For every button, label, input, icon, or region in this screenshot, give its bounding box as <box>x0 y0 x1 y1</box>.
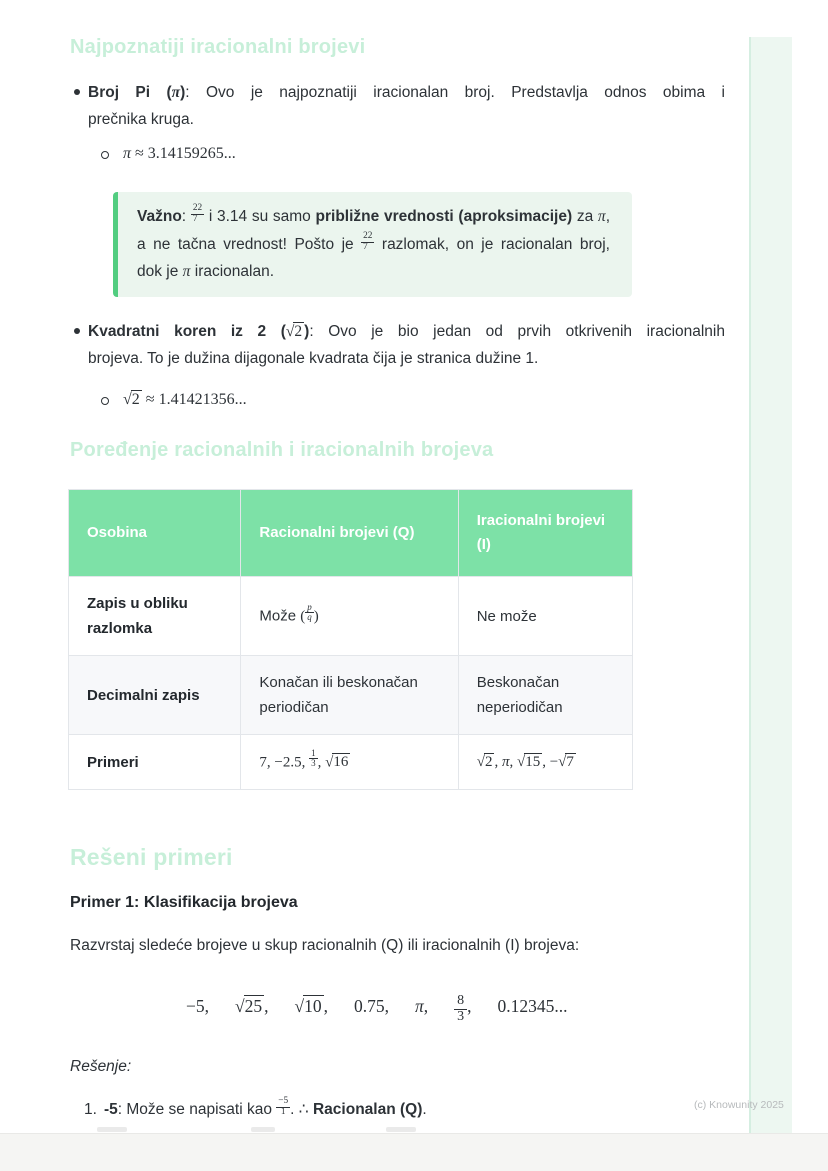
subbullet-pi-value <box>101 142 236 166</box>
bullet-dot-icon <box>74 328 80 334</box>
comparison-table-wrap <box>68 489 633 790</box>
list-item-number: 1. <box>84 1101 97 1118</box>
row-label: Zapis u obliku razlomka <box>69 577 241 656</box>
bullet-kvadratni-koren-text: Kvadratni koren iz 2 (√2 ): Ovo je bio jedan od prvih otkrivenih iracionalnih brojeva. To je dužina dijagonale kvadrata čija je stranica dužine 1. <box>88 323 725 367</box>
list-item-1 <box>84 1096 427 1123</box>
cell-irrational: Beskonačan neperiodičan <box>458 656 632 735</box>
knowunity-watermark: (c) Knowunity 2025 <box>694 1099 784 1111</box>
right-margin-strip <box>749 37 792 1133</box>
table-header-racionalni: Racionalni brojevi (Q) <box>241 490 458 577</box>
cell-rational: 7, −2.5, $\frac{1}{3}$ , √16 <box>241 735 458 790</box>
bullet-kvadratni-koren <box>70 318 725 372</box>
section-heading-reseni-primeri: Rešeni primeri <box>70 844 233 870</box>
section-heading-poredjenje: Poređenje racionalnih i iracionalnih brojeva <box>70 439 494 461</box>
pi-approximation: π ≈ 3.14159265... <box>123 145 236 162</box>
bullet-circle-icon <box>101 397 109 405</box>
page-bottom-margin <box>0 1133 828 1171</box>
table-row <box>69 656 633 735</box>
bullet-broj-pi <box>70 79 725 133</box>
table-row <box>69 735 633 790</box>
primer-1-task-text: Razvrstaj sledeće brojeve u skup racionalnih (Q) ili iracionalnih (I) brojeva: <box>70 937 580 954</box>
bullet-dot-icon <box>74 89 80 95</box>
cell-rational: Može ( $\frac{p}{q}$ ) <box>241 577 458 656</box>
resenje-label: Rešenje: <box>70 1058 132 1075</box>
table-header-osobina: Osobina <box>69 490 241 577</box>
table-header-iracionalni: Iracionalni brojevi (I) <box>458 490 632 577</box>
comparison-table <box>68 489 633 790</box>
bullet-circle-icon <box>101 151 109 159</box>
cutoff-text-fragment <box>386 1127 416 1132</box>
row-label: Decimalni zapis <box>69 656 241 735</box>
vazno-callout-text: Važno: $\frac{22}{7}$ i 3.14 su samo približne vrednosti (aproksimacije) za π, a ne tačna vrednost! Pošto je $\frac{22}{7}$ razlomak, on je racionalan broj, dok je π iracionalan. <box>137 203 610 280</box>
row-label: Primeri <box>69 735 241 790</box>
section-heading-najpoznatiji: Najpoznatiji iracionalni brojevi <box>70 36 366 58</box>
table-row <box>69 577 633 656</box>
cell-rational: Konačan ili beskonačan periodičan <box>241 656 458 735</box>
cell-irrational: √2 , π, √15 , −√7 <box>458 735 632 790</box>
sqrt2-approximation: √2 ≈ 1.41421356... <box>123 391 247 408</box>
subbullet-sqrt2-value <box>101 388 247 412</box>
cell-irrational: Ne može <box>458 577 632 656</box>
cutoff-text-fragment <box>97 1127 127 1132</box>
math-expression: −5, √25 , √10 , 0.75, π, $\frac{8}{3}$ , 0.12345... <box>186 993 568 1024</box>
primer-1-heading: Primer 1: Klasifikacija brojeva <box>70 894 298 911</box>
bullet-broj-pi-text: Broj Pi (π): Ovo je najpoznatiji iracionalan broj. Predstavlja odnos obima i prečnika kruga. <box>88 84 726 128</box>
cutoff-text-fragment <box>251 1127 275 1132</box>
list-item-text: -5: Može se napisati kao $\frac{-5}{1}$ . ∴ Racionalan (Q). <box>103 1096 427 1118</box>
table-header-row <box>69 490 633 577</box>
vazno-callout <box>113 192 632 297</box>
